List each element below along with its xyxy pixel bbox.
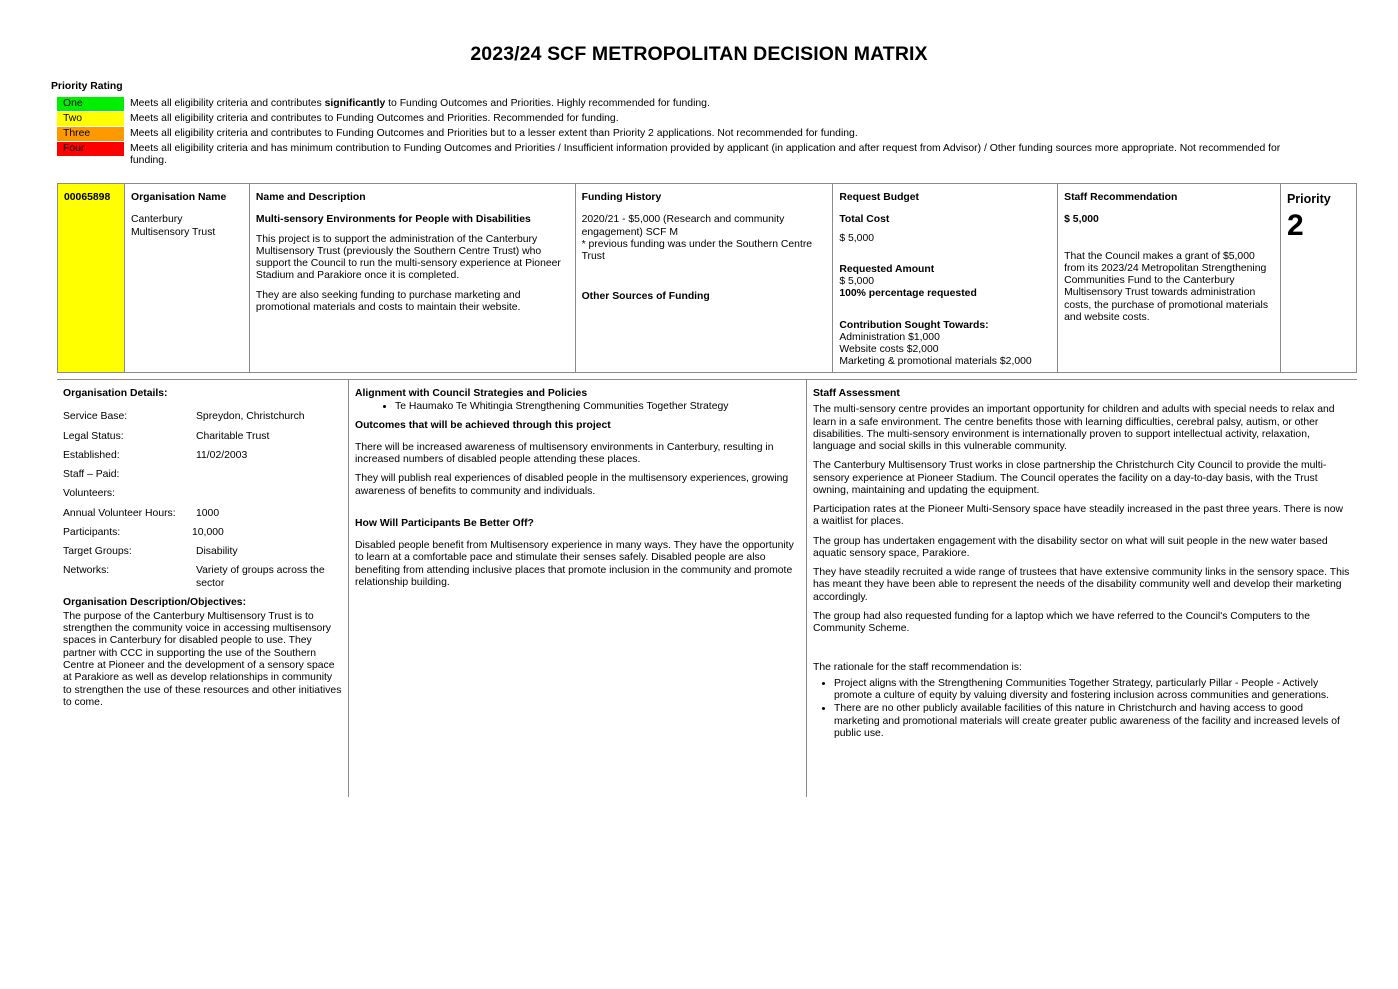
better-off-heading: How Will Participants Be Better Off? (355, 517, 534, 529)
detail-value (196, 469, 342, 481)
contribution-item: Website costs $2,000 (839, 344, 939, 356)
detail-row (63, 527, 342, 539)
detail-value: 11/02/2003 (196, 449, 248, 461)
detail-value: 10,000 (192, 526, 224, 538)
outcomes-paragraph: They will publish real experiences of disabled people in the multisensory experiences, growing awareness of benefits to community and individuals. (355, 473, 789, 497)
recommended-amount: $ 5,000 (1064, 214, 1099, 226)
request-budget-cell (833, 184, 1058, 373)
priority-swatch-two: Two (57, 112, 124, 126)
rationale-intro: The rationale for the staff recommendation is: (813, 661, 1022, 673)
priority-header: Priority (1286, 192, 1331, 206)
assessment-paragraph: They have steadily recruited a wide range of trustees that have extensive community links in the sensory space. This has meant they have been able to represent the needs of the disability community well and develop their marketing accordingly. (813, 567, 1350, 603)
detail-label: Established: (63, 449, 120, 461)
legend-row-three (57, 127, 1319, 141)
application-id: 00065898 (64, 192, 111, 203)
organisation-details-heading: Organisation Details: (63, 388, 168, 399)
assessment-paragraph: The group has undertaken engagement with the disability sector on what will suit people in the new water based aquatic sensory space, Parakiore. (813, 535, 1328, 559)
detail-value (196, 488, 342, 500)
legend-text-four: Meets all eligibility criteria and has minimum contribution to Funding Outcomes and Priorities / Insufficient information provided by applicant (in application and after request from Advisor) / Other funding sources more appropriate. Not recommended for funding. (130, 143, 1281, 166)
organisation-cell (124, 184, 249, 373)
legend-text-two: Meets all eligibility criteria and contributes to Funding Outcomes and Priorities. Recommended for funding. (130, 113, 619, 124)
networks-label-block (63, 565, 198, 577)
rationale-item: • Project aligns with the Strengthening Communities Together Strategy, particularly Pillar - People - Actively promote a culture of equity by valuing diversity and fostering inclusion across communities and generations. (834, 678, 1351, 703)
staff-recommendation-cell (1058, 184, 1281, 373)
project-name: Multi-sensory Environments for People with Disabilities (255, 214, 531, 226)
alignment-heading: Alignment with Council Strategies and Policies (355, 388, 588, 399)
contribution-item: Marketing & promotional materials $2,000 (839, 356, 1032, 368)
priority-swatch-three: Three (57, 127, 124, 141)
funding-history-header: Funding History (581, 192, 662, 203)
better-off-text: Disabled people benefit from Multisensory experience in many ways. They have the opportunity to learn at a comfortable pace and stimulate their senses safely. Disabled people are also benefiting from attending inclusive places that promote inclusion in the community and promote relationship building. (355, 540, 794, 588)
requested-amount-label: Requested Amount (839, 263, 935, 275)
priority-cell (1280, 184, 1356, 373)
assessment-paragraph: The group had also requested funding for a laptop which we have referred to the Council's Computers to the Community Scheme. (813, 610, 1310, 635)
detail-row (63, 488, 342, 500)
legend-row-two (57, 112, 1319, 126)
outcomes-paragraph: There will be increased awareness of multisensory environments in Canterbury, resulting in increased numbers of disabled people attending these places. (355, 441, 774, 466)
legend-text-one-bold: significantly (324, 98, 386, 109)
strategy-item: • Te Haumako Te Whitingia Strengthening Communities Together Strategy (395, 401, 800, 413)
contribution-item: Administration $1,000 (839, 331, 940, 343)
staff-assessment-heading: Staff Assessment (813, 388, 900, 399)
requested-amount-value: $ 5,000 (839, 276, 875, 288)
priority-swatch-four: Four (57, 142, 124, 156)
legend-row-four (57, 142, 1319, 167)
decision-matrix-table (57, 183, 1357, 373)
total-cost-value: $ 5,000 (839, 232, 875, 244)
lower-section (57, 379, 1357, 796)
rationale-item: • There are no other publicly available facilities of this nature in Christchurch and having access to good marketing and promotional materials will create greater public awareness of the facility and increased levels of public use. (834, 703, 1351, 740)
total-cost-label: Total Cost (839, 214, 890, 226)
assessment-paragraph: The multi-sensory centre provides an important opportunity for children and adults with special needs to relax and learn in a safe environment. The centre benefits those with learning difficulties, cerebral palsy, autism, or other disabilities. The multi-sensory environment is internationally proven to support intellectual activity, relaxation, language and social skills in this vulnerable community. (813, 404, 1335, 453)
funding-history-cell (575, 184, 833, 373)
detail-row (63, 431, 342, 443)
detail-value: Charitable Trust (196, 430, 270, 442)
detail-label: Legal Status: (63, 430, 124, 442)
project-cell (249, 184, 575, 373)
detail-value: Variety of groups across the sector (196, 565, 325, 589)
detail-label: Staff – Paid: (63, 469, 120, 481)
priority-value: 2 (1286, 208, 1304, 242)
detail-label: Volunteers: (63, 488, 115, 500)
assessment-paragraph: The Canterbury Multisensory Trust works in close partnership the Christchurch City Council to provide the multi-sensory experience at Pioneer Stadium. The Council operates the facility on a day-to-day basis, with the Trust owning, maintaining and updating the equipment. (813, 460, 1327, 496)
rationale-list (834, 678, 1351, 740)
detail-row (63, 450, 342, 462)
staff-recommendation-header: Staff Recommendation (1064, 192, 1178, 203)
legend-text-one (130, 97, 1319, 110)
detail-row (63, 469, 342, 481)
legend-text-one-b: to Funding Outcomes and Priorities. Highly recommended for funding. (385, 98, 710, 109)
detail-label: Annual Volunteer Hours: (63, 507, 176, 519)
strategy-list (395, 401, 800, 413)
detail-label: Service Base: (63, 411, 128, 423)
page-title: 2023/24 SCF METROPOLITAN DECISION MATRIX (470, 43, 928, 65)
detail-label: Networks: (63, 565, 110, 577)
matrix-row (58, 184, 1357, 373)
detail-label: Target Groups: (63, 546, 132, 558)
project-description: This project is to support the administration of the Canterbury Multisensory Trust (previously the Southern Centre Trust) who support the Council to run the multi-sensory experience at Pioneer Stadium and Parakiore once it is completed. (255, 233, 561, 282)
outcomes-heading: Outcomes that will be achieved through this project (355, 419, 611, 431)
detail-label: Participants: (63, 526, 121, 538)
recommendation-text: That the Council makes a grant of $5,000 from its 2023/24 Metropolitan Strengthening Communities Fund to the Canterbury Multisensory Trust towards administration costs, the purchase of promotional materials and website costs. (1064, 250, 1269, 323)
project-header: Name and Description (255, 192, 366, 203)
detail-row (63, 546, 342, 558)
legend-text-three: Meets all eligibility criteria and contributes to Funding Outcomes and Priorities but to a lesser extent than Priority 2 applications. Not recommended for funding. (130, 128, 858, 139)
legend-row-one (57, 97, 1319, 111)
organisation-header: Organisation Name (130, 192, 227, 203)
project-description-2: They are also seeking funding to purchase marketing and promotional materials and costs to maintain their website. (255, 289, 521, 313)
legend-text-one-a: Meets all eligibility criteria and contributes (130, 98, 325, 109)
contribution-label: Contribution Sought Towards: (839, 319, 989, 331)
detail-value: Spreydon, Christchurch (196, 411, 305, 423)
organisation-description-heading: Organisation Description/Objectives: (63, 596, 247, 608)
percentage-requested: 100% percentage requested (839, 288, 977, 300)
organisation-details-panel (57, 380, 348, 797)
alignment-panel (348, 380, 806, 797)
organisation-description-text: The purpose of the Canterbury Multisensory Trust is to strengthen the community voice in accessing multisensory spaces in Canterbury for disabled people to use. They partner with CCC in supporting the use of the Southern Centre at Pioneer and the development of a sensory space at Parakiore as well as develop relationships in community to strengthen the use of these resources and other initiatives to come. (63, 610, 342, 708)
detail-row-networks (63, 565, 342, 589)
assessment-paragraph: Participation rates at the Pioneer Multi-Sensory space have steadily increased in the past three years. There is now a waitlist for places. (813, 504, 1344, 528)
request-budget-header: Request Budget (839, 192, 920, 203)
detail-row (63, 508, 342, 520)
funding-history-line1: 2020/21 - $5,000 (Research and community engagement) SCF M (581, 214, 785, 238)
priority-rating-heading: Priority Rating (51, 81, 123, 92)
priority-legend (57, 97, 1319, 168)
organisation-name: Canterbury Multisensory Trust (130, 214, 216, 238)
funding-history-line2: * previous funding was under the Southern Centre Trust (581, 238, 813, 263)
application-id-cell (58, 184, 125, 373)
detail-value: Disability (196, 546, 238, 558)
staff-assessment-panel (806, 380, 1357, 797)
priority-swatch-one: One (57, 97, 124, 111)
other-funding-header: Other Sources of Funding (581, 291, 710, 303)
detail-row (63, 411, 342, 423)
detail-value: 1000 (196, 507, 220, 519)
